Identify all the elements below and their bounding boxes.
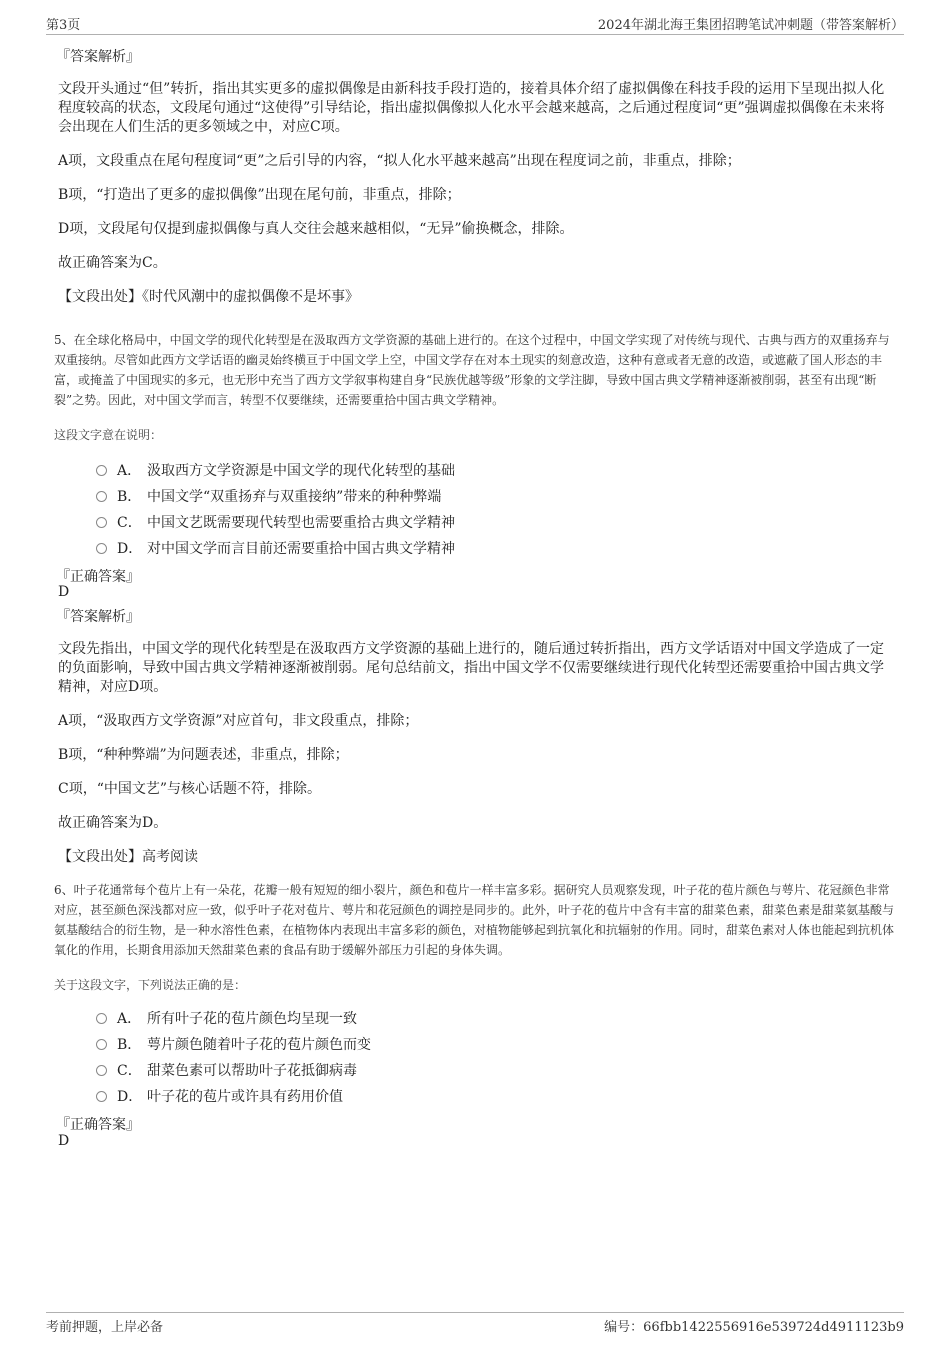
answer-conclusion: 故正确答案为D。	[58, 815, 168, 831]
page-header	[46, 12, 904, 35]
analysis-option-b: B项，“打造出了更多的虚拟偶像”出现在尾句前，非重点，排除；	[58, 187, 461, 203]
radio-icon[interactable]	[96, 1065, 107, 1076]
question-5-option-a[interactable]: A． 汲取西方文学资源是中国文学的现代化转型的基础	[96, 460, 455, 482]
question-6-option-a[interactable]: A． 所有叶子花的苞片颜色均呈现一致	[96, 1008, 357, 1030]
radio-icon[interactable]	[96, 543, 107, 554]
question-6-option-d[interactable]: D． 叶子花的苞片或许具有药用价值	[96, 1086, 343, 1108]
analysis-option-c: C项，“中国文艺”与核心话题不符，排除。	[58, 781, 322, 797]
answer-conclusion: 故正确答案为C。	[58, 255, 167, 271]
question-6-option-c[interactable]: C． 甜菜色素可以帮助叶子花抵御病毒	[96, 1060, 357, 1082]
source-note: 【文段出处】《时代风潮中的虚拟偶像不是坏事》	[58, 289, 359, 305]
radio-icon[interactable]	[96, 1091, 107, 1102]
document-title: 2024年湖北海王集团招聘笔试冲刺题（带答案解析）	[597, 18, 904, 33]
analysis-option-d: D项，文段尾句仅提到虚拟偶像与真人交往会越来越相似，“无异”偷换概念，排除。	[58, 221, 574, 237]
analysis-text: 文段先指出，中国文学的现代化转型是在汲取西方文学资源的基础上进行的，随后通过转折指出，西方文学话语对中国文学造成了一定的负面影响，导致中国古典文学精神逐渐被削弱。尾句总结前文，指出中国文学不仅需要继续进行现代化转型还需要重拾中国古典文学精神，对应D项。	[58, 641, 884, 695]
question-6-prompt: 关于这段文字，下列说法正确的是：	[54, 978, 247, 992]
analysis-label: 『答案解析』	[56, 49, 140, 65]
question-5-prompt: 这段文字意在说明：	[54, 428, 163, 442]
page-footer	[46, 1312, 904, 1337]
source-note: 【文段出处】高考阅读	[58, 849, 198, 865]
analysis-option-b: B项，“种种弊端”为问题表述，非重点，排除；	[58, 747, 349, 763]
question-5-option-d[interactable]: D． 对中国文学而言目前还需要重拾中国古典文学精神	[96, 538, 455, 560]
question-5-option-b[interactable]: B． 中国文学“双重扬弃与双重接纳”带来的种种弊端	[96, 486, 441, 508]
radio-icon[interactable]	[96, 465, 107, 476]
radio-icon[interactable]	[96, 517, 107, 528]
radio-icon[interactable]	[96, 1039, 107, 1050]
document-id: 编号：66fbb1422556916e539724d4911123b9	[604, 1320, 904, 1335]
question-6-text: 6、叶子花通常每个苞片上有一朵花，花瓣一般有短短的细小裂片，颜色和苞片一样丰富多彩。据研究人员观察发现，叶子花的苞片颜色与萼片、花冠颜色非常对应，甚至颜色深浅都对应一致，似乎叶子花对苞片、萼片和花冠颜色的调控是同步的。此外，叶子花的苞片中含有丰富的甜菜色素，甜菜色素是甜菜氨基酸与氨基酸结合的衍生物，是一种水溶性色素，在植物体内表现出丰富多彩的颜色，对植物能够起到抗氧化和抗辐射的作用。同时，甜菜色素对人体也能起到抗机体氧化的作用，长期食用添加天然甜菜色素的食品有助于缓解外部压力引起的身体失调。	[54, 883, 895, 957]
analysis-option-a: A项，“汲取西方文学资源”对应首句，非文段重点，排除；	[58, 713, 419, 729]
radio-icon[interactable]	[96, 491, 107, 502]
question-6-option-b[interactable]: B． 萼片颜色随着叶子花的苞片颜色而变	[96, 1034, 371, 1056]
radio-icon[interactable]	[96, 1013, 107, 1024]
analysis-option-a: A项，文段重点在尾句程度词“更”之后引导的内容，“拟人化水平越来越高”出现在程度词之前，非重点，排除；	[58, 153, 741, 169]
analysis-label: 『答案解析』	[56, 609, 140, 625]
answer-label: 『正确答案』	[56, 1117, 140, 1133]
answer-value: D	[58, 584, 70, 600]
question-5-option-c[interactable]: C． 中国文艺既需要现代转型也需要重拾古典文学精神	[96, 512, 455, 534]
footer-slogan: 考前押题，上岸必备	[46, 1320, 164, 1335]
answer-label: 『正确答案』	[56, 569, 140, 585]
question-5-text: 5、在全球化格局中，中国文学的现代化转型是在汲取西方文学资源的基础上进行的。在这个过程中，中国文学实现了对传统与现代、古典与西方的双重扬弃与双重接纳。尽管如此西方文学话语的幽灵始终横亘于中国文学上空，中国文学存在对本土现实的刻意改造，这种有意或者无意的改造，或遮蔽了国人形态的丰富，或掩盖了中国现实的多元，也无形中充当了西方文学叙事构建自身“民族优越等级”形象的文学注脚，导致中国古典文学精神逐渐被削弱，甚至有出现“断裂”之势。因此，对中国文学而言，转型不仅要继续，还需要重拾中国古典文学精神。	[54, 333, 890, 407]
analysis-text: 文段开头通过“但”转折，指出其实更多的虚拟偶像是由新科技手段打造的，接着具体介绍了虚拟偶像在科技手段的运用下呈现出拟人化程度较高的状态，文段尾句通过“这使得”引导结论，指出虚拟偶像拟人化水平会越来越高，之后通过程度词“更”强调虚拟偶像在未来将会出现在人们生活的更多领域之中，对应C项。	[58, 81, 885, 135]
page-number: 第3页	[46, 18, 81, 33]
answer-value: D	[58, 1133, 70, 1149]
